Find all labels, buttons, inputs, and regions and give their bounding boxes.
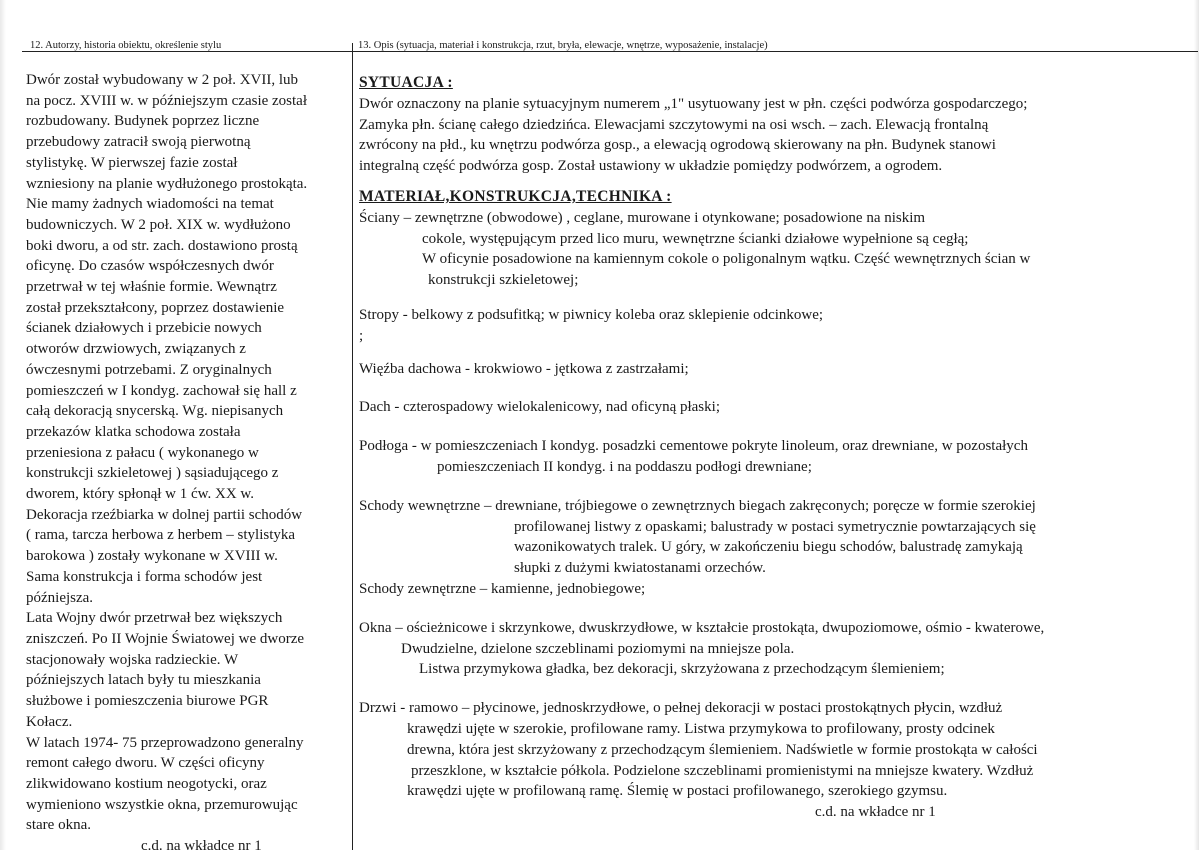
description-text-line: krawędzi ujęte w profilowaną ramę. Ślemię w postaci profilowanego, szerokiego gzymsu. [407,783,948,800]
spacer [359,347,1194,359]
description-text-line: Drzwi - ramowo – płycinowe, jednoskrzydłowe, o pełnej dekoracji w postaci prostokątnych płycin, wzdłuż [359,700,1003,717]
scan-edge-left [0,0,6,850]
section-12-header: 12. Autorzy, historia obiektu, określenie stylu [30,40,222,51]
history-text-line: Dwór został wybudowany w 2 poł. XVII, lub [26,72,299,88]
history-text-line: pomieszczeń w I kondyg. zachował się hall z [26,382,297,399]
description-text-line: Podłoga - w pomieszczeniach I kondyg. posadzki cementowe pokryte linoleum, oraz drewniane, w pozostałych [359,438,1028,455]
history-text-line: przetrwał w tej właśnie formie. Wewnątrz [26,279,277,296]
description-text-line: cokole, występującym przed lico muru, wewnętrzne ścianki działowe wypełnione są cegłą; [422,230,969,247]
history-text-line: remont całego dworu. W części oficyny [26,755,265,772]
description-text-line: W oficynie posadowione na kamiennym cokole o poligonalnym wątku. Część wewnętrznych ścian w [422,251,1031,268]
history-text-line: ( rama, tarcza herbowa z herbem – stylistyka [26,527,296,544]
description-text-line: Stropy - belkowy z podsufitką; w piwnicy koleba oraz sklepienie odcinkowe; [359,306,824,323]
history-text-line: budowniczych. W 2 poł. XIX w. wydłużono [26,216,291,233]
history-text-line: został przekształcony, poprzez dostawienie [26,299,285,316]
description-text-line: drewna, która jest skrzyżowany z przechodzącym ślemieniem. Nadświetle w formie prostokąta w całości [407,741,1038,758]
history-text-line: stacjonowały wojska radzieckie. W [26,651,239,668]
history-text-line: W latach 1974- 75 przeprowadzono generalny [26,734,304,751]
history-text-line: stylistykę. W pierwszej fazie został [26,154,238,171]
history-text-line: stare okna. [26,817,91,834]
history-text-line: służbowe i pomieszczenia biurowe PGR [26,693,269,710]
spacer [359,291,1194,305]
history-text-line: wymieniono wszystkie okna, przemurowując [26,796,298,813]
history-text-line: otworów drzwiowych, związanych z [26,341,246,358]
history-text-line: oficynę. Do czasów współczesnych dwór [26,258,274,275]
history-text-line: ścianek działowych i przebicie nowych [26,320,262,337]
history-text-line: Lata Wojny dwór przetrwał bez większych [26,610,283,627]
scan-edge-right [1194,0,1199,850]
section-heading: SYTUACJA : [359,74,453,91]
history-text-line: Sama konstrukcja i forma schodów jest [26,568,263,585]
description-text-line: ; [359,327,364,344]
history-text-line: przebudowy zatracił swoją pierwotną [26,134,251,151]
description-text-line: Dach - czterospadowy wielokalenicowy, nad oficyną płaski; [359,399,720,416]
history-text-line: zlikwidowano kostium neogotycki, oraz [26,775,267,792]
description-text-line: Więźba dachowa - krokwiowo - jętkowa z zastrzałami; [359,360,689,377]
history-text-line: na pocz. XVIII w. w późniejszym czasie został [26,92,308,109]
history-text-line: Nie mamy żadnych wiadomości na temat [26,196,274,213]
description-text-line: profilowanej listwy z opaskami; balustrady w postaci symetrycznie powtarzających się [514,518,1036,535]
description-text-line: wazonikowatych tralek. U góry, w zakończeniu biegu schodów, balustradę zamykają [514,539,1023,556]
history-text-line: dworem, który spłonął w 1 ćw. XX w. [26,486,255,503]
history-text-line: przekazów klatka schodowa została [26,423,241,440]
history-text-line: ówczesnymi potrzebami. Z oryginalnych [26,361,272,378]
history-text-line: Dekoracja rzeźbiarka w dolnej partii schodów [26,506,303,523]
spacer [359,379,1194,397]
history-text-line: całą dekoracją snycerską. Wg. niepisanych [26,403,284,420]
description-text-line: Zamyka płn. ścianę całego dziedzińca. Elewacjami szczytowymi na osi wsch. – zach. Elewacją frontalną [359,116,989,133]
description-text-line: przeszklone, w kształcie półkola. Podzielone szczeblinami promienistymi na mniejsze kwatery. Wzdłuż [411,762,1034,779]
description-text-line: Schody wewnętrzne – drewniane, trójbiegowe o zewnętrznych biegach zakręconych; poręcze w formie szerokiej [359,497,1036,514]
description-text-line: Okna – ościeżnicowe i skrzynkowe, dwuskrzydłowe, w kształcie prostokąta, dwupoziomowe, ośmio - kwaterowe, [359,619,1045,636]
description-text-line: integralną część podwórza gosp. Został ustawiony w układzie pomiędzy podwórzem, a ogrodem. [359,158,943,175]
description-text-line: słupki z dużymi kwiatostanami orzechów. [514,560,766,577]
history-text-line: boki dworu, a od str. zach. dostawiono prostą [26,237,298,254]
description-text-line: krawędzi ujęte w szerokie, profilowane ramy. Listwa przymykowa to profilowany, prosty odcinek [407,720,995,737]
description-text-line: Ściany – zewnętrzne (obwodowe) , ceglane, murowane i otynkowane; posadowione na niskim [359,209,926,226]
history-text-line: późniejszych latach były tu mieszkania [26,672,261,689]
description-text-line: zwrócony na płd., ku wnętrzu podwórza gosp., a elewacją ogrodową skierowany na płn. Budynek stanowi [359,137,996,154]
continuation-note-left: c.d. na wkładce nr 1 [141,838,262,855]
spacer [359,418,1194,436]
history-text-line: barokowa ) zostały wykonane w XVIII w. [26,548,278,565]
section-heading: MATERIAŁ,KONSTRUKCJA,TECHNIKA : [359,187,672,205]
history-text-line: przeniesiona z pałacu ( wykonanego w [26,444,259,461]
description-text-line: konstrukcji szkieletowej; [428,272,579,289]
history-text-line: zniszczeń. Po II Wojnie Światowej we dworze [26,630,305,647]
history-text-column [26,70,351,857]
history-text-line: wzniesiony na planie wydłużonego prostokąta. [26,175,308,192]
header-rule [22,51,1198,52]
spacer [359,600,1194,618]
column-divider [352,43,353,850]
section-13-header: 13. Opis (sytuacja, materiał i konstrukcja, rzut, bryła, elewacje, wnętrze, wyposażenie, instalacje) [358,40,768,51]
spacer [359,177,1194,187]
spacer [359,680,1194,698]
history-text-line: konstrukcji szkieletowej ) sąsiadującego z [26,465,279,482]
description-text-line: Schody zewnętrzne – kamienne, jednobiegowe; [359,580,646,597]
spacer [359,478,1194,496]
description-text-line: c.d. na wkładce nr 1 [815,804,936,821]
description-text-column [359,73,1194,823]
description-text-line: Listwa przymykowa gładka, bez dekoracji, skrzyżowana z przechodzącym ślemieniem; [419,661,945,678]
history-text-line: Kołacz. [26,713,73,730]
description-text-line: Dwudzielne, dzielone szczeblinami poziomymi na mniejsze pola. [401,640,795,657]
description-text-line: pomieszczeniach II kondyg. i na poddaszu podłogi drewniane; [437,458,812,475]
history-text-line: późniejsza. [26,589,94,606]
description-text-line: Dwór oznaczony na planie sytuacyjnym numerem „1" usytuowany jest w płn. części podwórza gospodarczego; [359,95,1028,112]
history-text-line: rozbudowany. Budynek poprzez liczne [26,113,260,130]
